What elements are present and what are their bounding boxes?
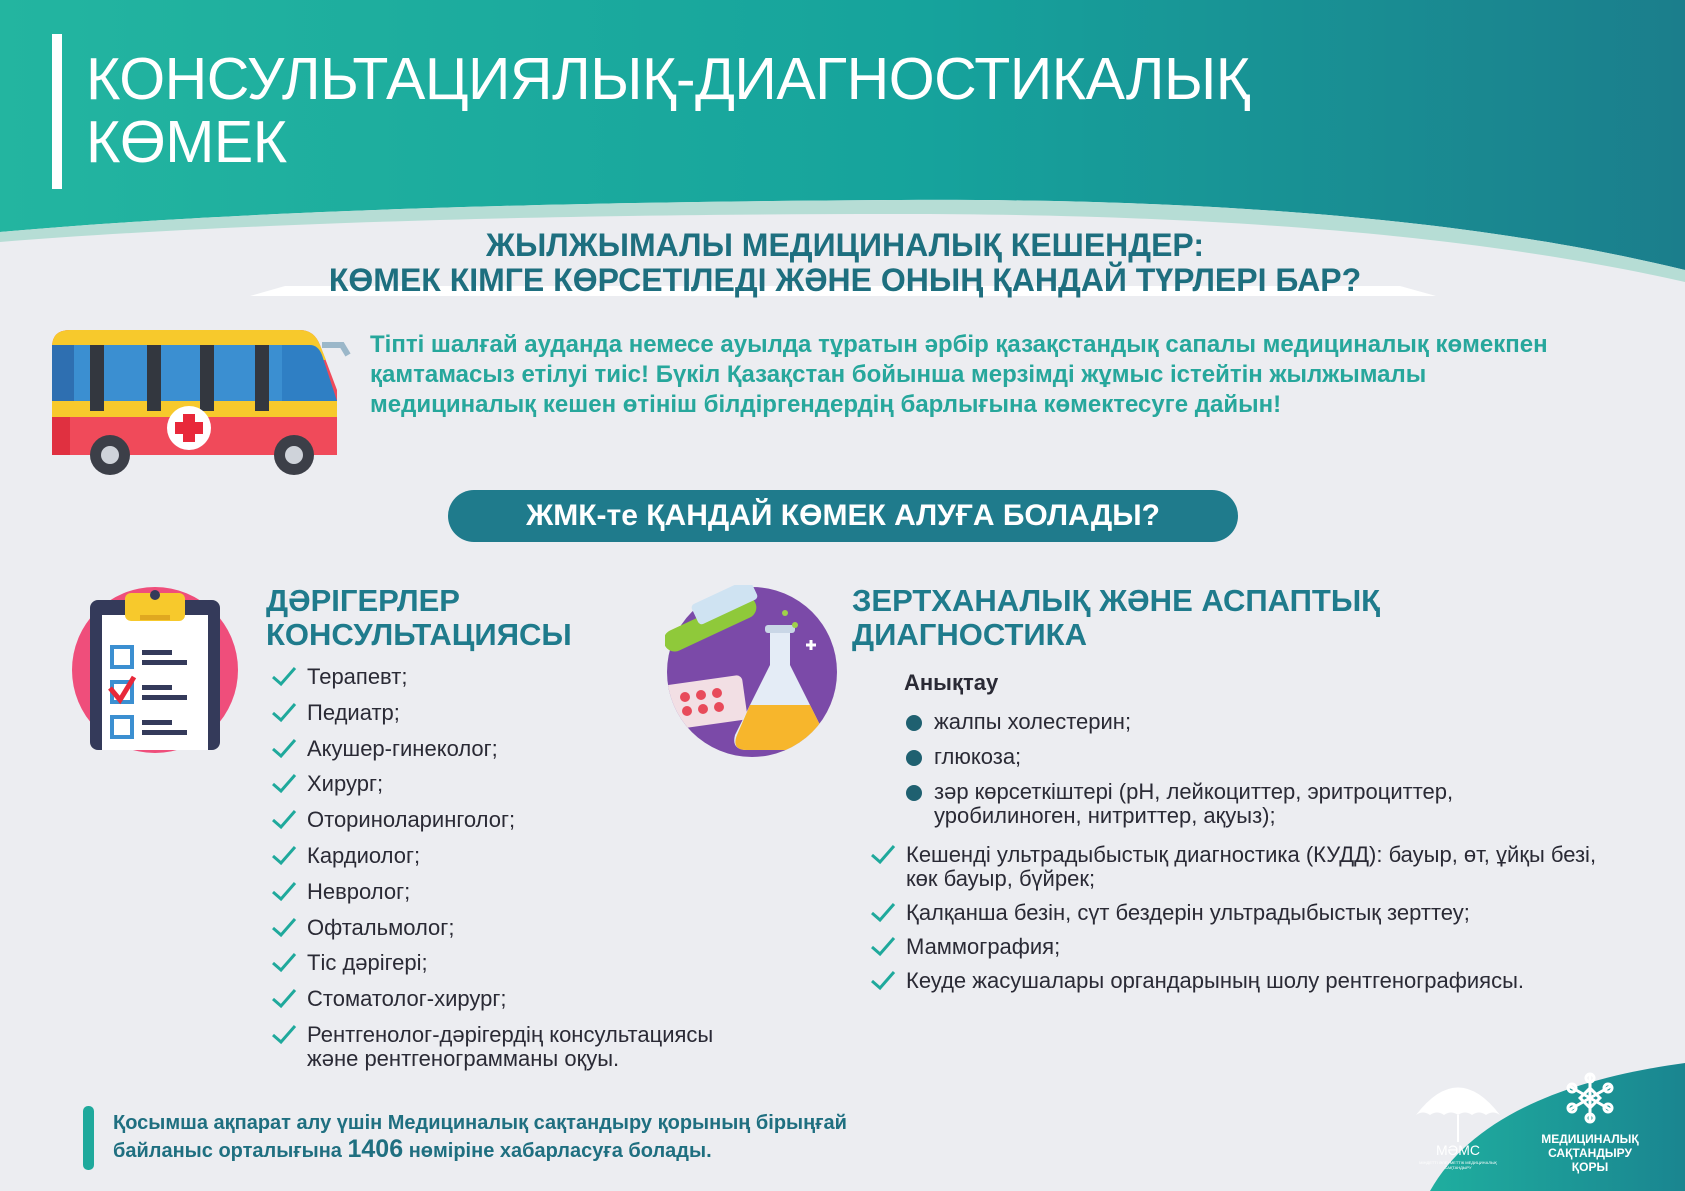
list-item-text: Оториноларинголог; bbox=[307, 807, 516, 833]
bullet-dot-icon bbox=[906, 785, 922, 801]
check-icon bbox=[271, 987, 297, 1009]
footer-contact-note bbox=[113, 1110, 847, 1164]
bullet-dot-icon bbox=[906, 750, 922, 766]
list-item bbox=[271, 1023, 831, 1079]
list-item bbox=[904, 780, 1524, 828]
list-item-text: Хирург; bbox=[307, 771, 384, 797]
check-icon bbox=[870, 901, 896, 923]
doctors-heading bbox=[266, 584, 572, 652]
check-icon bbox=[870, 843, 896, 865]
list-item-text: және рентгенограмманы оқуы. bbox=[307, 1045, 620, 1071]
list-item bbox=[271, 916, 831, 952]
subtitle-line1: ЖЫЛЖЫМАЛЫ МЕДИЦИНАЛЫҚ КЕШЕНДЕР: bbox=[486, 227, 1204, 263]
check-icon bbox=[271, 701, 297, 723]
doctors-heading-line1: ДӘРІГЕРЛЕР bbox=[266, 583, 460, 618]
list-item-text: Педиатр; bbox=[307, 699, 400, 725]
list-item bbox=[870, 969, 1610, 993]
mams-logo-text: МӘМС bbox=[1436, 1142, 1480, 1158]
check-icon bbox=[271, 665, 297, 687]
list-item bbox=[904, 710, 1564, 734]
check-icon bbox=[271, 916, 297, 938]
list-item-text: Терапевт; bbox=[307, 664, 408, 689]
list-item-text: Тіс дәрігері; bbox=[307, 950, 428, 976]
list-item-text: Кешенді ультрадыбыстық диагностика (КУДД): бауыр, өт, ұйқы безі, көк бауыр, бүйрек; bbox=[906, 842, 1597, 891]
list-item-text: Кеуде жасушалары органдарының шолу рентгенографиясы. bbox=[906, 968, 1524, 993]
check-icon bbox=[271, 1023, 297, 1045]
page-title-line2: КӨМЕК bbox=[86, 109, 287, 175]
list-item bbox=[271, 808, 831, 844]
list-item-text: Қалқанша безін, сүт бездерін ультрадыбыстық зерттеу; bbox=[906, 900, 1470, 925]
list-item bbox=[870, 935, 1610, 959]
doctors-heading-line2: КОНСУЛЬТАЦИЯСЫ bbox=[266, 617, 572, 652]
section-subtitle bbox=[250, 228, 1440, 298]
footer-line1: Қосымша ақпарат алу үшін Медициналық сақтандыру қорының бірыңғай bbox=[113, 1112, 847, 1134]
check-icon bbox=[271, 844, 297, 866]
list-item-text: глюкоза; bbox=[934, 744, 1022, 769]
mams-logo-small: МІНДЕТТІ ӘЛЕУМЕТТІК МЕДИЦИНАЛЫҚ САҚТАНДЫРУ bbox=[1419, 1160, 1497, 1170]
list-item bbox=[271, 880, 831, 916]
footer-line2: байланыс орталығына 1406 нөміріне хабарласуға болады. bbox=[113, 1135, 712, 1163]
list-item-text: Рентгенолог-дәрігердің консультациясы bbox=[307, 1021, 714, 1047]
contact-number: 1406 bbox=[347, 1135, 404, 1163]
clipboard-checklist-icon bbox=[70, 585, 240, 755]
subtitle-line2: КӨМЕК КІМГЕ КӨРСЕТІЛЕДІ ЖӘНЕ ОНЫҢ ҚАНДАЙ ТҮРЛЕРІ БАР? bbox=[328, 262, 1362, 298]
list-item-text: Кардиолог; bbox=[307, 842, 421, 868]
intro-paragraph: Тіпті шалғай ауданда немесе ауылда тұратын әрбір қазақстандық сапалы медициналық көмекпен қамтамасыз етілуі тиіс! Бүкіл Қазақстан бойынша мерзімді жұмыс істейтін жылжымалы медициналық кешен өтініш білдіргендердің барлығына көмектесуге дайын! bbox=[370, 331, 1548, 418]
list-item bbox=[271, 987, 831, 1023]
list-item-text: Акушер-гинеколог; bbox=[307, 735, 498, 761]
diagnostics-heading-line2: ДИАГНОСТИКА bbox=[852, 617, 1087, 652]
list-item bbox=[870, 901, 1610, 925]
list-item-text: Маммография; bbox=[906, 934, 1061, 959]
check-icon bbox=[271, 737, 297, 759]
ambulance-bus-icon bbox=[52, 325, 352, 475]
list-item-text: Стоматолог-хирург; bbox=[307, 986, 507, 1012]
list-item-text: Офтальмолог; bbox=[307, 914, 455, 940]
detection-subheading: Анықтау bbox=[904, 670, 999, 695]
diagnostics-heading-line1: ЗЕРТХАНАЛЫҚ ЖӘНЕ АСПАПТЫҚ bbox=[852, 583, 1381, 618]
check-icon bbox=[271, 951, 297, 973]
check-icon bbox=[271, 808, 297, 830]
check-icon bbox=[870, 969, 896, 991]
list-item-text: жалпы холестерин; bbox=[934, 709, 1132, 734]
check-icon bbox=[271, 772, 297, 794]
lab-flask-icon bbox=[665, 585, 840, 760]
page-title bbox=[86, 48, 1250, 174]
list-item-text: Невролог; bbox=[307, 878, 411, 904]
page-title-line1: КОНСУЛЬТАЦИЯЛЫҚ-ДИАГНОСТИКАЛЫҚ bbox=[86, 46, 1250, 112]
check-icon bbox=[271, 880, 297, 902]
list-item bbox=[870, 843, 1606, 891]
list-item bbox=[271, 844, 831, 880]
umbrella-logo-icon bbox=[1413, 1070, 1503, 1150]
snowflake-logo-icon bbox=[1562, 1070, 1618, 1126]
list-item bbox=[271, 951, 831, 987]
list-item bbox=[904, 745, 1564, 769]
list-item bbox=[271, 772, 831, 808]
footer-accent-bar bbox=[83, 1106, 94, 1170]
title-accent-bar bbox=[52, 34, 62, 189]
diagnostics-list bbox=[870, 843, 1610, 1003]
fund-logo-text: МЕДИЦИНАЛЫҚ САҚТАНДЫРУ ҚОРЫ bbox=[1541, 1132, 1639, 1174]
check-icon bbox=[870, 935, 896, 957]
bullet-dot-icon bbox=[906, 715, 922, 731]
detection-list bbox=[904, 710, 1564, 839]
list-item-text: зәр көрсеткіштері (pH, лейкоциттер, эритроциттер, уробилиноген, нитриттер, ақуыз); bbox=[934, 779, 1454, 828]
question-banner: ЖМК-те ҚАНДАЙ КӨМЕК АЛУҒА БОЛАДЫ? bbox=[448, 490, 1238, 542]
diagnostics-heading bbox=[852, 584, 1380, 652]
